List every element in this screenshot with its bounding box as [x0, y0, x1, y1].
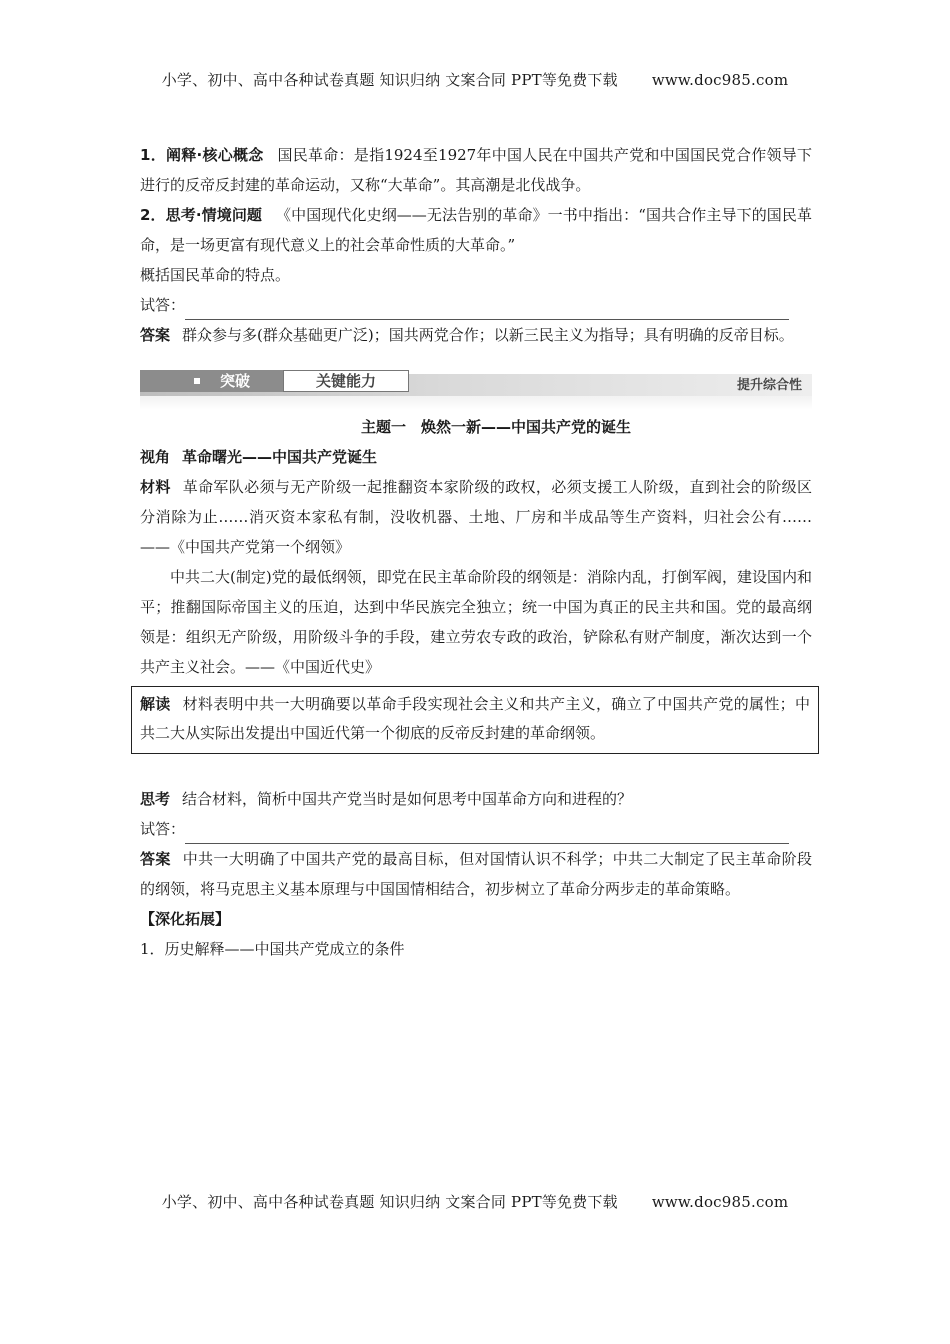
answer-text-2: 中共一大明确了中国共产党的最高目标，但对国情认识不科学；中共二大制定了民主革命阶段的纲领，将马克思主义基本原理与中国国情相结合，初步树立了革命分两步走的革命策略。: [140, 850, 812, 898]
deepen-item: 1．历史解释——中国共产党成立的条件: [140, 940, 405, 958]
question-text: 概括国民革命的特点。: [140, 266, 291, 284]
section-banner: [140, 370, 812, 412]
header-site-link[interactable]: www.doc985.com: [651, 71, 789, 89]
think-row: [140, 784, 812, 814]
banner-right-label: 提升综合性: [736, 378, 802, 393]
answer-block-2: [140, 844, 812, 904]
try-answer-row-2: [140, 814, 812, 844]
footer-text: 小学、初中、高中各种试卷真题 知识归纳 文案合同 PPT等免费下载: [161, 1193, 618, 1211]
answer-block: [140, 320, 812, 350]
banner-box-label: 关键能力: [283, 370, 409, 392]
banner-shadow: [140, 396, 812, 410]
concept-text: 国民革命：是指1924至1927年中国人民在中国共产党和中国国民党合作领导下进行的反帝反封建的革命运动，又称“大革命”。其高潮是北伐战争。: [140, 146, 812, 194]
situation-text: 《中国现代化史纲——无法告别的革命》一书中指出：“国共合作主导下的国民革命，是一场更富有现代意义上的社会革命性质的大革命。”: [140, 206, 812, 254]
deepen-title: 【深化拓展】: [140, 910, 231, 928]
topic-title: 主题一 焕然一新——中国共产党的诞生: [360, 418, 631, 436]
view-text: 革命曙光——中国共产党诞生: [182, 448, 378, 466]
page-footer: [0, 1191, 950, 1212]
answer-input-line[interactable]: [185, 301, 789, 320]
interpretation-label: 解读: [140, 695, 171, 713]
try-label: 试答：: [140, 296, 186, 314]
situation-item: [140, 200, 812, 260]
banner-dark-tab: [140, 370, 283, 392]
view-label: 视角: [140, 448, 171, 466]
view-row: [140, 442, 812, 472]
try-label-2: 试答：: [140, 820, 186, 838]
interpretation-block: [140, 690, 810, 748]
answer-text: 群众参与多(群众基础更广泛)；国共两党合作；以新三民主义为指导；具有明确的反帝目标。: [182, 326, 794, 344]
think-label: 思考: [140, 790, 171, 808]
interpretation-text: 材料表明中共一大明确要以革命手段实现社会主义和共产主义，确立了中国共产党的属性；中共二大从实际出发提出中国近代第一个彻底的反帝反封建的革命纲领。: [140, 695, 810, 742]
material-block: [140, 472, 812, 562]
material-label: 材料: [140, 478, 171, 496]
concept-item: [140, 140, 812, 200]
interpretation-box: [131, 686, 819, 754]
material-text-2: 中共二大(制定)党的最低纲领，即党在民主革命阶段的纲领是：消除内乱，打倒军阀，建设国内和平；推翻国际帝国主义的压迫，达到中华民族完全独立；统一中国为真正的民主共和国。党的最高纲领是：组织无产阶级，用阶级斗争的手段，建立劳农专政的政治，铲除私有财产制度，渐次达到一个共产主义社会。——《中国近代史》: [140, 568, 812, 676]
spacer: [140, 754, 812, 784]
concept-label: 1．阐释·核心概念: [140, 146, 264, 164]
think-text: 结合材料，简析中国共产党当时是如何思考中国革命方向和进程的？: [182, 790, 633, 808]
try-answer-row: [140, 290, 812, 320]
main-content: [140, 140, 812, 964]
material-text: 革命军队必须与无产阶级一起推翻资本家阶级的政权，必须支援工人阶级，直到社会的阶级区分消除为止……消灭资本家私有制，没收机器、土地、厂房和半成品等生产资料，归社会公有……——《中国共产党第一个纲领》: [140, 478, 812, 556]
square-bullet-icon: [194, 378, 200, 384]
answer-label: 答案: [140, 326, 171, 344]
page-header: [0, 69, 950, 90]
footer-site-link[interactable]: www.doc985.com: [651, 1193, 789, 1211]
banner-main-label: 突破: [220, 372, 251, 390]
header-text: 小学、初中、高中各种试卷真题 知识归纳 文案合同 PPT等免费下载: [161, 71, 618, 89]
situation-label: 2．思考·情境问题: [140, 206, 263, 224]
answer-label-2: 答案: [140, 850, 171, 868]
answer-input-line-2[interactable]: [185, 825, 789, 844]
